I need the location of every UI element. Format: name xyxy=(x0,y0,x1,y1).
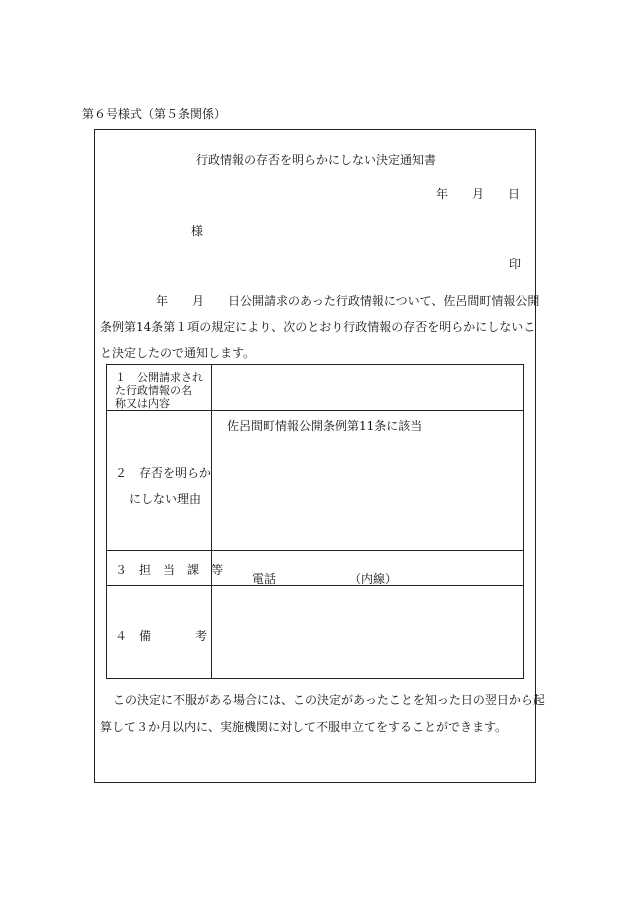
table-column-divider xyxy=(211,365,212,678)
remarks-label: ４ 備 xyxy=(115,629,152,643)
body-text-line: 条例第14条第１項の規定により、次のとおり行政情報の存否を明らかにしないこ xyxy=(100,320,536,334)
reason-value[interactable]: 佐呂間町情報公開条例第11条に該当 xyxy=(227,419,423,433)
detail-table xyxy=(106,364,524,679)
appeal-notice-line: 算して３か月以内に、実施機関に対して不服申立てをすることができます。 xyxy=(100,720,508,734)
table-row-divider xyxy=(107,550,523,551)
body-text-line: 年 月 日公開請求のあった行政情報について、佐呂間町情報公開 xyxy=(156,294,540,308)
table-row-divider xyxy=(107,410,523,411)
table-row-divider xyxy=(107,585,523,586)
reason-label-cont: にしない理由 xyxy=(129,492,202,506)
remarks-label-end: 考 xyxy=(195,629,208,643)
department-label: ３ 担 当 課 等 xyxy=(115,563,224,577)
request-subject-label: １ 公開請求され た行政情報の名 称又は内容 xyxy=(115,371,203,410)
form-number: 第６号様式（第５条関係） xyxy=(82,107,227,121)
addressee-honorific: 様 xyxy=(191,224,204,238)
appeal-notice-line: この決定に不服がある場合には、この決定があったことを知った日の翌日から起 xyxy=(113,693,545,707)
issue-date: 年 月 日 xyxy=(436,187,521,201)
phone-label: 電話 xyxy=(252,572,277,586)
extension-label: （内線） xyxy=(349,572,398,586)
reason-label: ２ 存否を明らか xyxy=(115,466,212,480)
body-text-line: と決定したので通知します。 xyxy=(100,346,256,360)
document-title: 行政情報の存否を明らかにしない決定通知書 xyxy=(196,153,437,167)
seal-mark: 印 xyxy=(509,257,522,271)
